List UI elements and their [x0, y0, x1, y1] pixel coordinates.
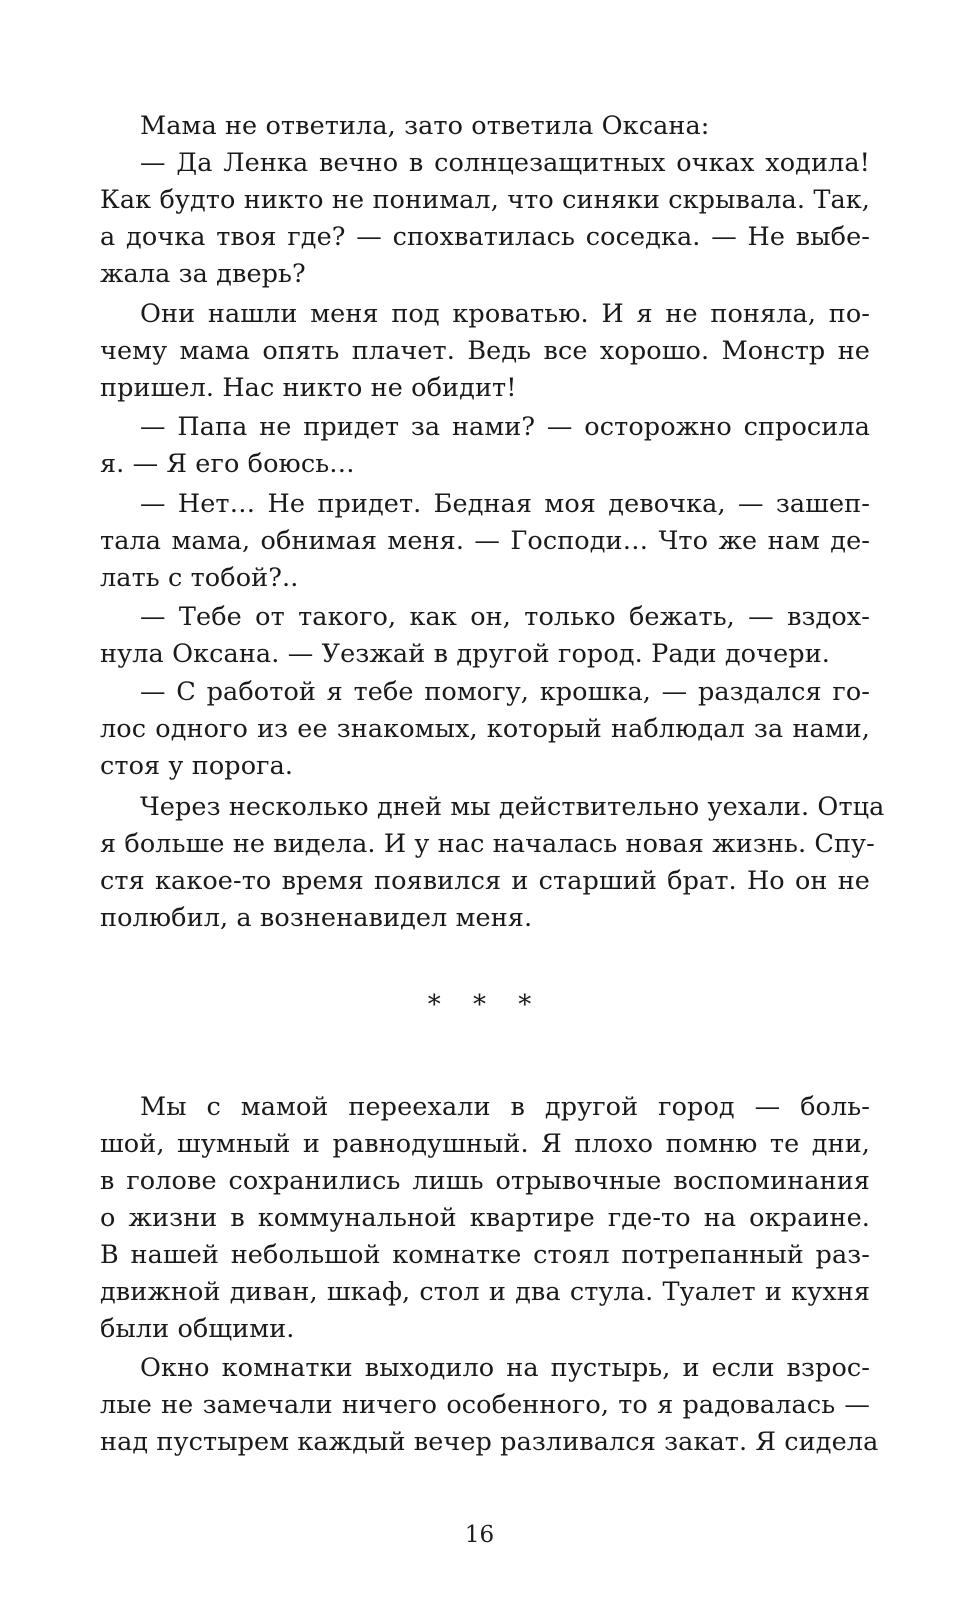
- text-line: — Тебе от такого, как он, только бежать, — вздох-: [140, 602, 870, 632]
- text-line: — С работой я тебе помогу, крошка, — раздался го-: [140, 677, 870, 707]
- text-line: — Нет… Не придет. Бедная моя девочка, — зашеп-: [140, 489, 870, 519]
- text-line: лать с тобой?..: [100, 563, 299, 593]
- text-line: в голове сохранились лишь отрывочные воспоминания: [100, 1166, 870, 1196]
- text-line: полюбил, а возненавидел меня.: [100, 903, 533, 933]
- text-line: чему мама опять плачет. Ведь все хорошо. Монстр не: [100, 336, 870, 366]
- text-line: я больше не видела. И у нас началась новая жизнь. Спу-: [100, 829, 875, 859]
- text-line: лые не замечали ничего особенного, то я радовалась —: [100, 1390, 870, 1420]
- text-line: Мама не ответила, зато ответила Оксана:: [140, 111, 710, 141]
- text-line: лос одного из ее знакомых, который наблюдал за нами,: [100, 714, 870, 744]
- text-line: — Да Ленка вечно в солнцезащитных очках ходила!: [140, 148, 870, 178]
- section-separator: * * *: [427, 990, 544, 1020]
- text-line: о жизни в коммунальной квартире где-то на окраине.: [100, 1203, 870, 1233]
- text-line: жала за дверь?: [100, 259, 306, 289]
- text-line: Через несколько дней мы действительно уехали. Отца: [140, 792, 885, 822]
- text-line: — Папа не придет за нами? — осторожно спросила: [140, 412, 870, 442]
- page-number: 16: [464, 1522, 495, 1548]
- text-line: движной диван, шкаф, стол и два стула. Туалет и кухня: [100, 1277, 870, 1307]
- text-line: были общими.: [100, 1314, 295, 1344]
- text-line: тала мама, обнимая меня. — Господи… Что же нам де-: [100, 526, 870, 556]
- text-line: а дочка твоя где? — спохватилась соседка. — Не выбе-: [100, 222, 870, 252]
- text-line: стоя у порога.: [100, 751, 294, 781]
- text-line: стя какое-то время появился и старший брат. Но он не: [100, 866, 870, 896]
- text-line: Окно комнатки выходило на пустырь, и если взрос-: [140, 1353, 870, 1383]
- text-line: над пустырем каждый вечер разливался закат. Я сидела: [100, 1427, 879, 1457]
- text-line: я. — Я его боюсь…: [100, 449, 355, 479]
- text-line: нула Оксана. — Уезжай в другой город. Ради дочери.: [100, 639, 830, 669]
- text-line: Мы с мамой переехали в другой город — боль-: [140, 1092, 870, 1122]
- text-line: шой, шумный и равнодушный. Я плохо помню те дни,: [100, 1129, 870, 1159]
- text-line: В нашей небольшой комнатке стоял потрепанный раз-: [100, 1240, 870, 1270]
- text-line: пришел. Нас никто не обидит!: [100, 373, 517, 403]
- text-line: Как будто никто не понимал, что синяки скрывала. Так,: [100, 185, 870, 215]
- text-line: Они нашли меня под кроватью. И я не поняла, по-: [140, 299, 870, 329]
